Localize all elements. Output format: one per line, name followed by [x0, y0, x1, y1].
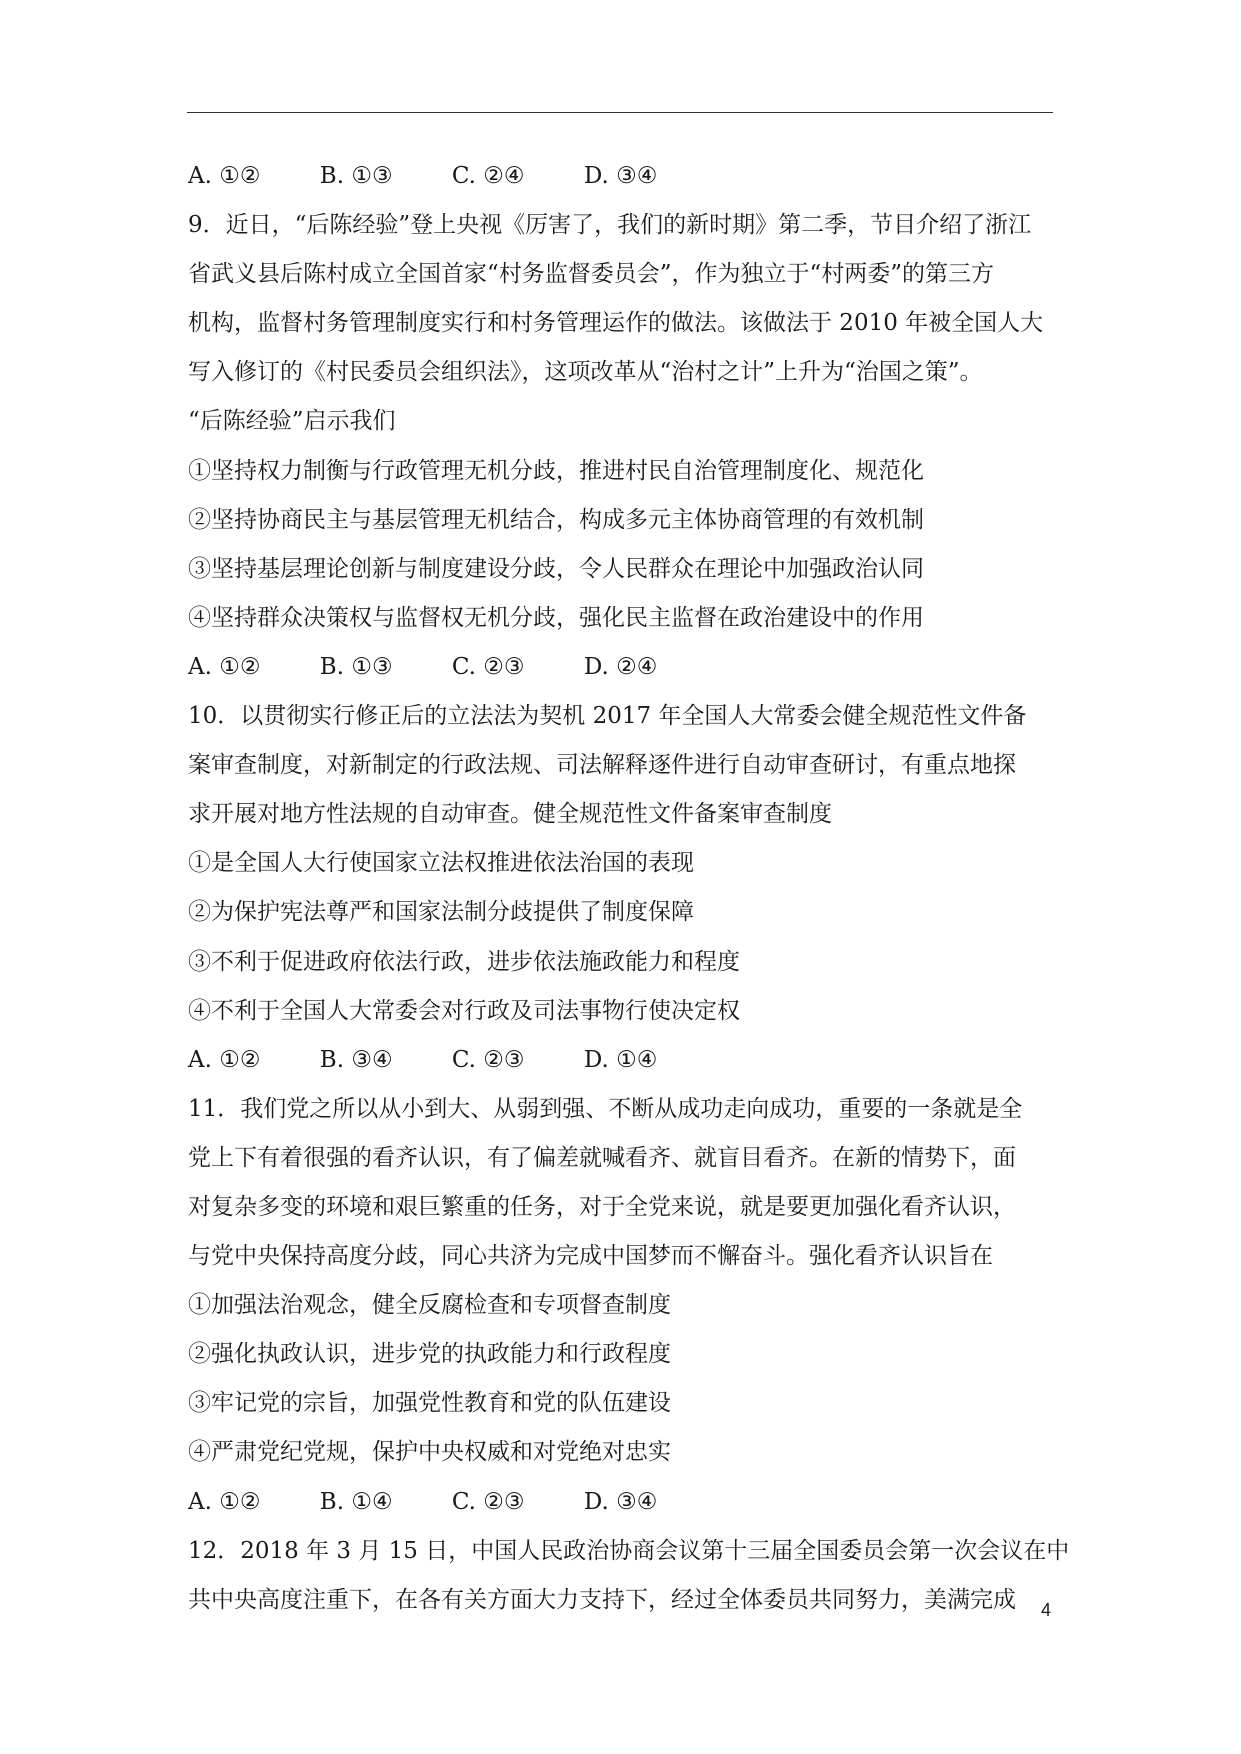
q8-option-b: B. ①③	[319, 163, 393, 189]
q11-option-d: D. ③④	[583, 1488, 658, 1515]
question-12	[188, 1527, 1068, 1625]
question-9	[188, 201, 1068, 692]
q8-options	[188, 152, 1068, 201]
q10-options	[188, 1036, 1068, 1085]
q10-option-c: C. ②③	[451, 1046, 525, 1073]
q11-text-line: 11．我们党之所以从小到大、从弱到强、不断从成功走向成功，重要的一条就是全	[188, 1095, 1023, 1122]
q11-statement: ④严肃党纪党规，保护中央权威和对党绝对忠实	[188, 1439, 671, 1466]
q12-text-line: 12．2018 年 3 月 15 日，中国人民政治协商会议第十三届全国委员会第一次会议在中	[188, 1537, 1070, 1564]
q10-option-b: B. ③④	[319, 1046, 393, 1073]
q10-statement: ③不利于促进政府依法行政，进步依法施政能力和程度	[188, 948, 740, 975]
q11-text-line: 对复杂多变的环境和艰巨繁重的任务，对于全党来说，就是要更加强化看齐认识，	[188, 1193, 1016, 1220]
q10-statement: ②为保护宪法尊严和国家法制分歧提供了制度保障	[188, 899, 694, 926]
q10-option-d: D. ①④	[583, 1046, 658, 1073]
q10-text-line: 10．以贯彻实行修正后的立法法为契机 2017 年全国人大常委会健全规范性文件备	[188, 703, 1027, 730]
q11-text-line: 与党中央保持高度分歧，同心共济为完成中国梦而不懈奋斗。强化看齐认识旨在	[188, 1243, 993, 1270]
q9-text-line: 9．近日，“后陈经验”登上央视《厉害了，我们的新时期》第二季，节目介绍了浙江	[188, 212, 1032, 239]
q10-statement: ④不利于全国人大常委会对行政及司法事物行使决定权	[188, 997, 740, 1024]
q11-options	[188, 1478, 1068, 1527]
q10-text-line: 求开展对地方性法规的自动审查。健全规范性文件备案审查制度	[188, 801, 832, 828]
q8-option-d: D. ③④	[583, 163, 658, 189]
q9-statement: ③坚持基层理论创新与制度建设分歧，令人民群众在理论中加强政治认同	[188, 555, 924, 582]
page-number: 4	[1041, 1600, 1052, 1620]
q11-statement: ②强化执政认识，进步党的执政能力和行政程度	[188, 1341, 671, 1368]
q11-option-a: A. ①②	[188, 1488, 261, 1515]
q9-option-b: B. ①③	[319, 653, 393, 680]
q9-option-d: D. ②④	[583, 653, 658, 680]
q11-option-b: B. ①④	[319, 1488, 393, 1515]
q11-text-line: 党上下有着很强的看齐认识，有了偏差就喊看齐、就盲目看齐。在新的情势下，面	[188, 1144, 1016, 1171]
q10-text-line: 案审查制度，对新制定的行政法规、司法解释逐件进行自动审查研讨，有重点地探	[188, 752, 1016, 779]
q11-statement: ①加强法治观念，健全反腐检查和专项督查制度	[188, 1292, 671, 1319]
q11-option-c: C. ②③	[451, 1488, 525, 1515]
q12-text-line: 共中央高度注重下，在各有关方面大力支持下，经过全体委员共同努力，美满完成	[188, 1586, 1016, 1613]
q9-option-a: A. ①②	[188, 653, 261, 680]
q11-statement: ③牢记党的宗旨，加强党性教育和党的队伍建设	[188, 1390, 671, 1417]
q9-option-c: C. ②③	[451, 653, 525, 680]
document-body	[188, 152, 1068, 1625]
header-rule	[187, 112, 1053, 113]
question-11	[188, 1085, 1068, 1527]
q9-options	[188, 643, 1068, 692]
q9-text-line: “后陈经验”启示我们	[188, 408, 396, 435]
q8-option-c: C. ②④	[451, 163, 525, 189]
q9-statement: ②坚持协商民主与基层管理无机结合，构成多元主体协商管理的有效机制	[188, 506, 924, 533]
q10-statement: ①是全国人大行使国家立法权推进依法治国的表现	[188, 850, 694, 877]
question-10	[188, 692, 1068, 1085]
q9-statement: ①坚持权力制衡与行政管理无机分歧，推进村民自治管理制度化、规范化	[188, 457, 924, 484]
q8-option-a: A. ①②	[188, 163, 261, 189]
q9-text-line: 写入修订的《村民委员会组织法》，这项改革从“治村之计”上升为“治国之策”。	[188, 359, 983, 386]
q9-text-line: 省武义县后陈村成立全国首家“村务监督委员会”，作为独立于“村两委”的第三方	[188, 261, 995, 288]
q9-statement: ④坚持群众决策权与监督权无机分歧，强化民主监督在政治建设中的作用	[188, 604, 924, 631]
q10-option-a: A. ①②	[188, 1046, 261, 1073]
q9-text-line: 机构，监督村务管理制度实行和村务管理运作的做法。该做法于 2010 年被全国人大	[188, 310, 1044, 337]
